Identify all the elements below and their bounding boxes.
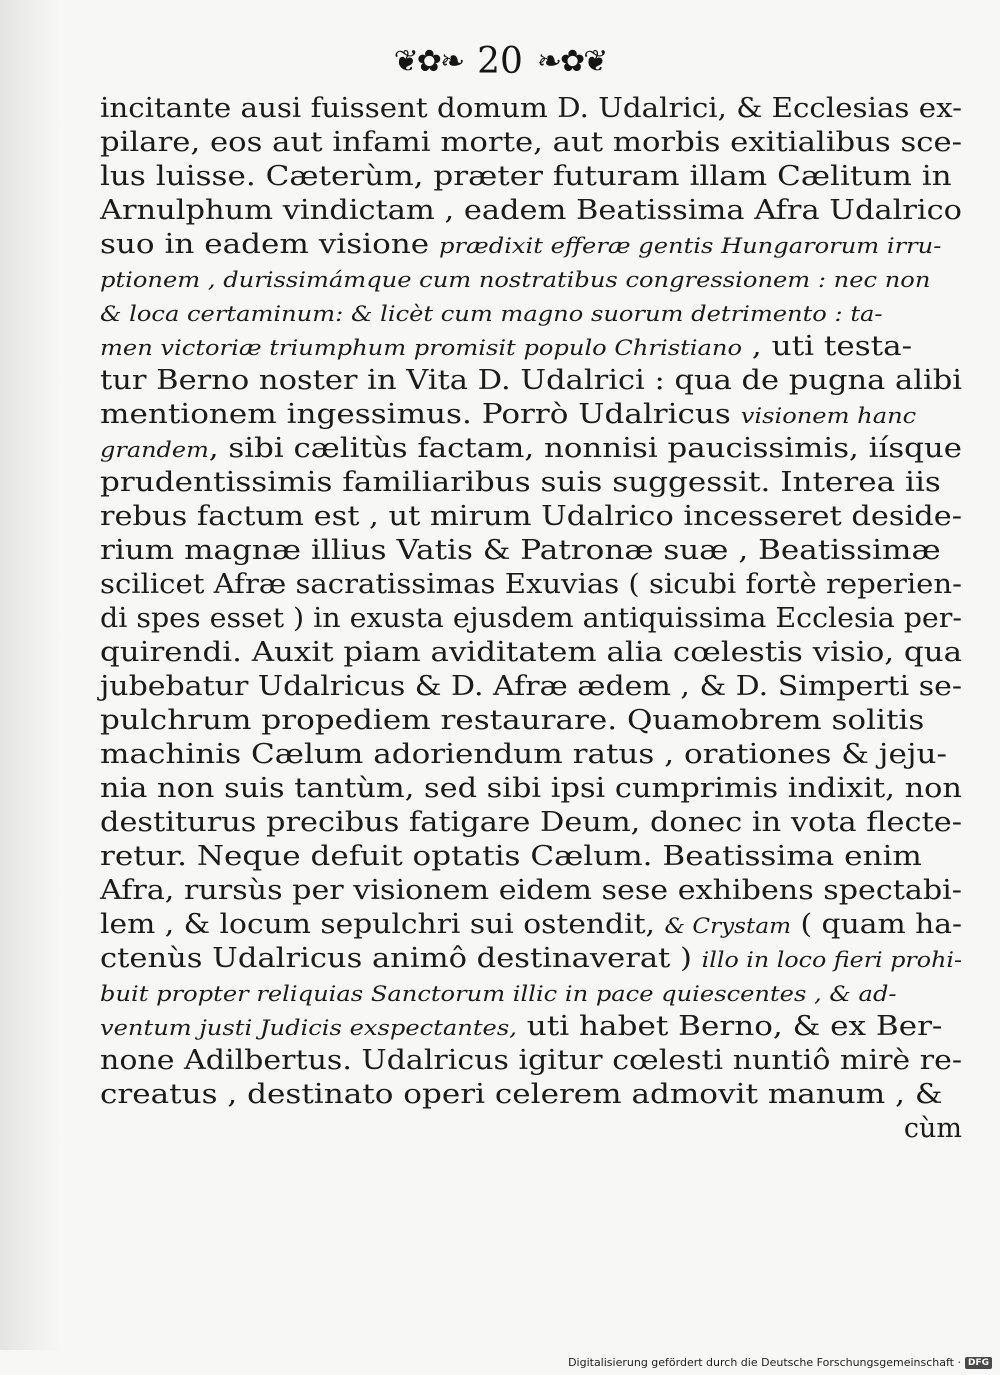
text-line <box>100 92 962 126</box>
text-line <box>100 942 962 976</box>
text-segment: uti habet Berno, & ex Ber- <box>516 1011 943 1042</box>
italic-segment: grandem <box>100 438 209 462</box>
text-line <box>100 976 962 1010</box>
text-line <box>100 432 962 466</box>
text-segment: nia non suis tantùm, sed sibi ipsi cumprimis indixit, non <box>100 773 962 804</box>
text-segment: ( quam ha- <box>791 909 962 940</box>
italic-segment: & Crystam <box>664 914 792 938</box>
catchword: cùm <box>903 1113 962 1144</box>
text-line <box>100 500 962 534</box>
text-segment: suo in eadem visione <box>100 229 440 260</box>
italic-segment: visionem hanc <box>740 404 917 428</box>
text-line <box>100 466 962 500</box>
credit-text: Digitalisierung gefördert durch die Deutsche Forschungsgemeinschaft · <box>568 1356 961 1369</box>
text-line <box>100 840 962 874</box>
italic-segment: men victoriæ triumphum promisit populo Christiano <box>100 336 743 360</box>
text-segment: mentionem ingessimus. Porrò Udalricus <box>100 399 741 430</box>
text-line <box>100 1078 962 1112</box>
text-line <box>100 534 962 568</box>
italic-segment: ptionem , durissimámque cum nostratibus congressionem : nec non <box>100 268 931 292</box>
text-segment: jubebatur Udalricus & D. Afræ ædem , & D. Simperti se- <box>100 671 962 702</box>
page-number: 20 <box>477 41 523 82</box>
text-line <box>100 398 962 432</box>
text-line <box>100 126 962 160</box>
text-line <box>100 364 962 398</box>
italic-segment: prædixit efferæ gentis Hungarorum irru- <box>439 234 942 258</box>
text-segment: di spes esset ) in exusta ejusdem antiquissima Ecclesia per- <box>100 603 962 634</box>
text-segment: Afra, rursùs per visionem eidem sese exhibens spectabi- <box>100 875 962 906</box>
text-line <box>100 194 962 228</box>
text-segment: pilare, eos aut infami morte, aut morbis exitialibus sce- <box>100 127 962 158</box>
text-line <box>100 296 962 330</box>
text-segment: lus luisse. Cæterùm, præter futuram illam Cælitum in <box>100 161 952 192</box>
text-segment: prudentissimis familiaribus suis suggessit. Interea iis <box>100 467 941 498</box>
text-segment: machinis Cælum adoriendum ratus , orationes & jeju- <box>100 739 947 770</box>
text-segment: lem , & locum sepulchri sui ostendit, <box>100 909 665 940</box>
text-segment: Arnulphum vindictam , eadem Beatissima Afra Udalrico <box>100 195 962 226</box>
text-line <box>100 772 962 806</box>
text-line <box>100 330 962 364</box>
digitization-credit <box>568 1356 992 1369</box>
text-line <box>100 262 962 296</box>
text-line <box>100 704 962 738</box>
text-segment: quirendi. Auxit piam aviditatem alia cœlestis visio, qua <box>100 637 962 668</box>
text-segment: tur Berno noster in Vita D. Udalrici : qua de pugna alibi <box>100 365 962 396</box>
text-segment: rium magnæ illius Vatis & Patronæ suæ , Beatissimæ <box>100 535 941 566</box>
text-line <box>100 670 962 704</box>
text-line <box>100 160 962 194</box>
text-segment: none Adilbertus. Udalricus igitur cœlesti nuntiô mirè re- <box>100 1045 962 1076</box>
italic-segment: buit propter reliquias Sanctorum illic in pace quiescentes , & ad- <box>100 982 897 1006</box>
text-line <box>100 874 962 908</box>
text-line <box>100 1044 962 1078</box>
text-line <box>100 806 962 840</box>
dfg-logo: DFG <box>965 1357 992 1369</box>
text-segment: incitante ausi fuissent domum D. Udalrici, & Ecclesias ex- <box>100 93 963 124</box>
text-segment: retur. Neque defuit optatis Cælum. Beatissima enim <box>100 841 922 872</box>
text-segment: ctenùs Udalricus animô destinaverat ) <box>100 943 702 974</box>
text-segment: rebus factum est , ut mirum Udalrico incesseret deside- <box>100 501 962 532</box>
text-line <box>100 602 962 636</box>
page-gutter-shadow <box>0 0 60 1350</box>
text-line <box>100 908 962 942</box>
text-line <box>100 568 962 602</box>
right-ornament: ❧✿❦ <box>536 44 607 79</box>
italic-segment: & loca certaminum: & licèt cum magno suorum detrimento : ta- <box>100 302 883 326</box>
page-header <box>0 41 1000 82</box>
text-segment: destiturus precibus fatigare Deum, donec in vota flecte- <box>100 807 962 838</box>
text-segment: creatus , destinato operi celerem admovit manum , & <box>100 1079 943 1110</box>
text-segment: scilicet Afræ sacratissimas Exuvias ( sicubi fortè reperien- <box>100 569 962 600</box>
body-text <box>100 92 962 1146</box>
text-segment: , uti testa- <box>742 331 913 362</box>
italic-segment: ventum justi Judicis exspectantes, <box>100 1016 517 1040</box>
italic-segment: illo in loco fieri prohi- <box>701 948 962 972</box>
left-ornament: ❦✿❧ <box>393 44 464 79</box>
text-line <box>100 1010 962 1044</box>
text-line <box>100 738 962 772</box>
text-line <box>100 636 962 670</box>
text-line <box>100 228 962 262</box>
text-segment: pulchrum propediem restaurare. Quamobrem solitis <box>100 705 925 736</box>
text-segment: , sibi cælitùs factam, nonnisi paucissimis, iísque <box>208 433 963 464</box>
